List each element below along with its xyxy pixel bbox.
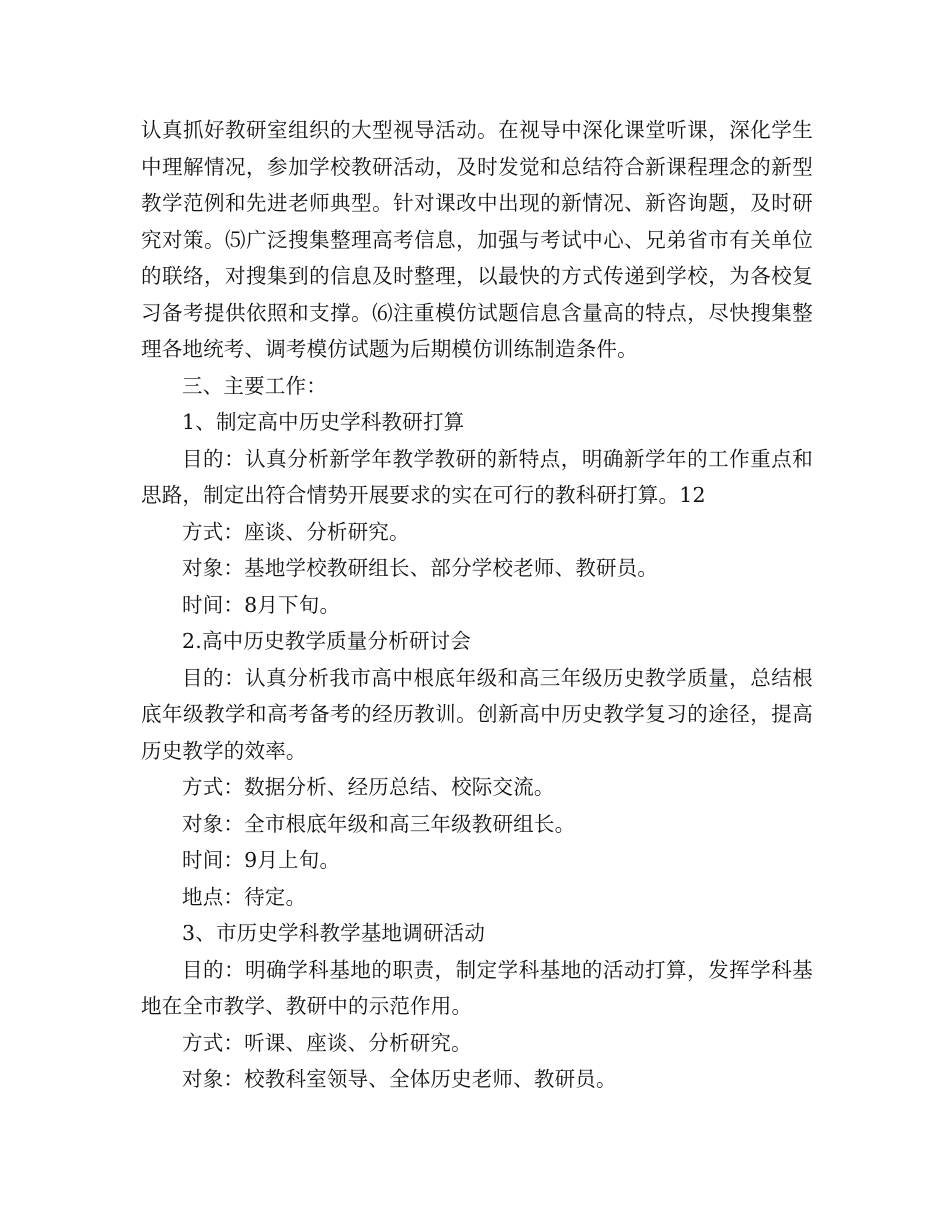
item-heading-1: 1、制定高中历史学科教研打算	[182, 410, 465, 434]
item-1-time: 时间：8月下旬。	[182, 592, 341, 617]
item-heading-2: 2.高中历史教学质量分析研讨会	[182, 629, 472, 653]
item-2-method: 方式：数据分析、经历总结、校际交流。	[182, 775, 555, 799]
item-2-purpose: 目的：认真分析我市高中根底年级和高三年级历史教学质量，总结根底年级教学和高考备考的经历教训。创新高中历史教学复习的途径，提高历史教学的效率。	[141, 665, 813, 763]
section-heading-main-work: 三、主要工作：	[182, 373, 327, 398]
item-2-location: 地点：待定。	[182, 884, 307, 909]
item-1-audience: 对象：基地学校教研组长、部分学校老师、教研员。	[182, 556, 659, 580]
item-3-method: 方式：听课、座谈、分析研究。	[182, 1030, 472, 1055]
paragraph-continuation: 认真抓好教研室组织的大型视导活动。在视导中深化课堂听课，深化学生中理解情况，参加学校教研活动，及时发觉和总结符合新课程理念的新型教学范例和先进老师典型。针对课改中出现的新情况、新咨询题，及时研究对策。⑸广泛搜集整理高考信息，加强与考试中心、兄弟省市有关单位的联络，对搜集到的信息及时整理，以最快的方式传递到学校，为各校复习备考提供依照和支撑。⑹注重模仿试题信息含量高的特点，尽快搜集整理各地统考、调考模仿试题为后期模仿训练制造条件。	[141, 118, 813, 361]
item-1-purpose: 目的：认真分析新学年教学教研的新特点，明确新学年的工作重点和思路，制定出符合情势开展要求的实在可行的教科研打算。12	[141, 446, 813, 507]
item-3-audience: 对象：校教科室领导、全体历史老师、教研员。	[182, 1067, 617, 1091]
item-3-purpose: 目的：明确学科基地的职责，制定学科基地的活动打算，发挥学科基地在全市教学、教研中的示范作用。	[141, 957, 813, 1018]
item-2-time: 时间：9月上旬。	[182, 848, 341, 872]
document-body	[141, 112, 813, 1098]
item-2-audience: 对象：全市根底年级和高三年级教研组长。	[182, 811, 576, 836]
item-heading-3: 3、市历史学科教学基地调研活动	[182, 921, 486, 945]
item-1-method: 方式：座谈、分析研究。	[182, 519, 410, 544]
